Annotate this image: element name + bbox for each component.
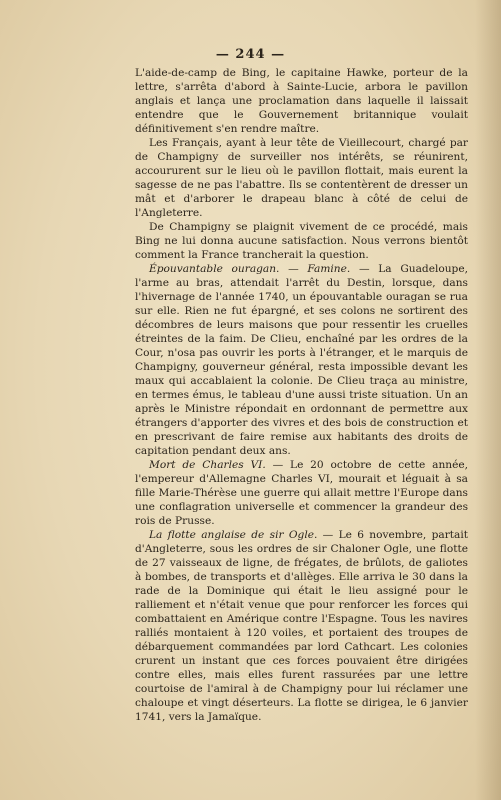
body-text xyxy=(135,66,468,724)
paragraph-francais: Les Français, ayant à leur tête de Vieillecourt, chargé par de Champigny de surveiller nos intérêts, se réunirent, accoururent sur le lieu où le pavillon flottait, mais eurent la sagesse de ne pas l'abattre. Ils se contentèrent de dresser un mât et d'arborer le drapeau blanc à côté de celui de l'Angleterre. xyxy=(135,137,468,219)
paragraph-ouragan xyxy=(135,262,468,458)
paragraph-champigny: De Champigny se plaignit vivement de ce procédé, mais Bing ne lui donna aucune satisfaction. Nous verrons bientôt comment la France trancherait la question. xyxy=(135,221,468,261)
rubric-ouragan: Épouvantable ouragan. — Famine. xyxy=(149,263,351,275)
paragraph-ouragan-text: — La Guadeloupe, l'arme au bras, attendait l'arrêt du Destin, lorsque, dans l'hivernage de l'année 1740, un épouvantable ouragan se rua sur elle. Rien ne fut épargné, et ses colons ne sortirent des décombres de leurs maisons que pour ressentir les cruelles étreintes de la faim. De Clieu, enchaîné par les ordres de la Cour, n'osa pas ouvrir les ports à l'étranger, et le marquis de Champigny, gouverneur général, resta impossible devant les maux qui accablaient la colonie. De Clieu traça au ministre, en termes émus, le tableau d'une aussi triste situation. Un an après le Ministre répondait en ordonnant de permettre aux étrangers d'apporter des vivres et des bois de construction et en prescrivant de faire remise aux habitants des droits de capitation pendant deux ans. xyxy=(135,263,468,457)
paragraph-ogle xyxy=(135,528,468,724)
rubric-charles-vi: Mort de Charles VI. xyxy=(149,459,266,471)
paragraph-charles-vi-text: — Le 20 octobre de cette année, l'empereur d'Allemagne Charles VI, mourait et léguait à sa fille Marie-Thérèse une guerre qui allait mettre l'Europe dans une conflagration universelle et commencer la grandeur des rois de Prusse. xyxy=(135,459,469,527)
paragraph-hawke: L'aide-de-camp de Bing, le capitaine Hawke, porteur de la lettre, s'arrêta d'abord à Sainte-Lucie, arbora le pavillon anglais et lança une proclamation dans laquelle il laissait entendre que le Gouvernement britannique voulait définitivement s'en rendre maître. xyxy=(135,67,468,135)
paragraph-charles-vi xyxy=(135,458,468,528)
page-number: — 244 — xyxy=(215,47,286,62)
paragraph-ogle-text: — Le 6 novembre, partait d'Angleterre, sous les ordres de sir Chaloner Ogle, une flotte de 27 vaisseaux de ligne, de frégates, de brûlots, de galiotes à bombes, de transports et d'allèges. Elle arriva le 30 dans la rade de la Dominique qui était le lieu assigné pour le ralliement et n'était venue que pour renforcer les forces qui combattaient en Amérique contre l'Espagne. Tous les navires ralliés montaient à 120 voiles, et portaient des troupes de débarquement commandées par lord Cathcart. Les colonies crurent un instant que ces forces pouvaient être dirigées contre elles, mais elles furent rassurées par une lettre courtoise de l'amiral à de Champigny pour lui réclamer une chaloupe et vingt déserteurs. La flotte se dirigea, le 6 janvier 1741, vers la Jamaïque. xyxy=(135,529,468,723)
rubric-ogle: La flotte anglaise de sir Ogle. xyxy=(149,529,318,541)
